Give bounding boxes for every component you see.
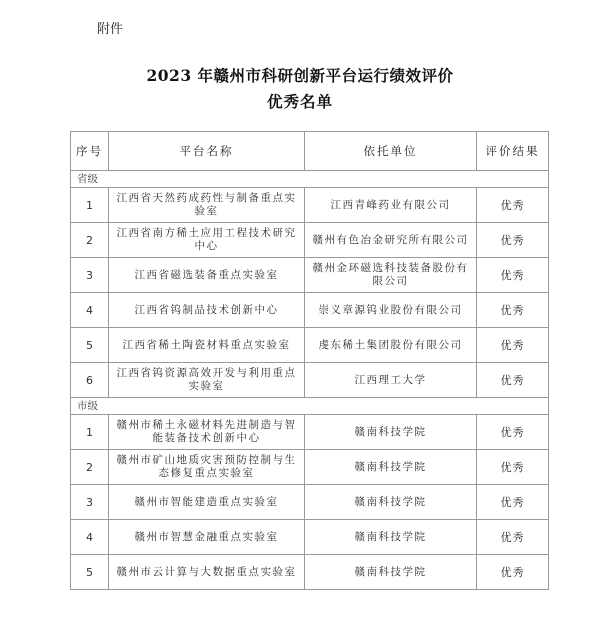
cell-unit: 赣州有色冶金研究所有限公司: [305, 223, 477, 258]
cell-unit: 赣南科技学院: [305, 450, 477, 485]
table-row: [71, 328, 549, 363]
table-row: [71, 223, 549, 258]
section-row: [71, 171, 549, 188]
cell-platform: 赣州市智慧金融重点实验室: [109, 520, 305, 555]
cell-platform: 江西省钨制品技术创新中心: [109, 293, 305, 328]
cell-platform: 江西省稀土陶瓷材料重点实验室: [109, 328, 305, 363]
section-row: [71, 398, 549, 415]
cell-no: 5: [71, 328, 109, 363]
cell-platform: 江西省天然药成药性与制备重点实验室: [109, 188, 305, 223]
table-header-row: [71, 132, 549, 171]
cell-no: 4: [71, 520, 109, 555]
cell-no: 2: [71, 223, 109, 258]
table-row: [71, 258, 549, 293]
table-row: [71, 415, 549, 450]
section-label: 省级: [71, 171, 549, 188]
cell-result: 优秀: [477, 363, 549, 398]
cell-no: 3: [71, 485, 109, 520]
table-row: [71, 363, 549, 398]
cell-no: 6: [71, 363, 109, 398]
cell-no: 3: [71, 258, 109, 293]
cell-result: 优秀: [477, 450, 549, 485]
cell-result: 优秀: [477, 223, 549, 258]
cell-result: 优秀: [477, 328, 549, 363]
table-row: [71, 555, 549, 590]
cell-unit: 虔东稀土集团股份有限公司: [305, 328, 477, 363]
cell-platform: 赣州市智能建造重点实验室: [109, 485, 305, 520]
header-unit: 依托单位: [305, 132, 477, 171]
table-row: [71, 485, 549, 520]
cell-platform: 赣州市矿山地质灾害预防控制与生态修复重点实验室: [109, 450, 305, 485]
section-label: 市级: [71, 398, 549, 415]
cell-result: 优秀: [477, 485, 549, 520]
cell-result: 优秀: [477, 520, 549, 555]
cell-result: 优秀: [477, 293, 549, 328]
table-row: [71, 293, 549, 328]
cell-no: 5: [71, 555, 109, 590]
document-subtitle: 优秀名单: [266, 92, 333, 111]
table-row: [71, 520, 549, 555]
cell-unit: 赣州金环磁选科技装备股份有限公司: [305, 258, 477, 293]
header-no: 序号: [71, 132, 109, 171]
cell-result: 优秀: [477, 415, 549, 450]
header-platform: 平台名称: [109, 132, 305, 171]
cell-platform: 江西省磁选装备重点实验室: [109, 258, 305, 293]
cell-platform: 江西省南方稀土应用工程技术研究中心: [109, 223, 305, 258]
document-title: 2023 年赣州市科研创新平台运行绩效评价: [146, 66, 454, 85]
cell-no: 1: [71, 188, 109, 223]
table-body: [71, 171, 549, 590]
cell-result: 优秀: [477, 258, 549, 293]
cell-unit: 江西理工大学: [305, 363, 477, 398]
cell-result: 优秀: [477, 188, 549, 223]
cell-unit: 赣南科技学院: [305, 415, 477, 450]
cell-unit: 赣南科技学院: [305, 555, 477, 590]
attachment-label: 附件: [97, 22, 124, 37]
cell-unit: 崇义章源钨业股份有限公司: [305, 293, 477, 328]
table-row: [71, 188, 549, 223]
cell-unit: 赣南科技学院: [305, 520, 477, 555]
cell-no: 4: [71, 293, 109, 328]
excellent-platforms-table: [70, 131, 549, 590]
cell-platform: 赣州市稀土永磁材料先进制造与智能装备技术创新中心: [109, 415, 305, 450]
cell-unit: 赣南科技学院: [305, 485, 477, 520]
header-result: 评价结果: [477, 132, 549, 171]
cell-no: 2: [71, 450, 109, 485]
cell-platform: 赣州市云计算与大数据重点实验室: [109, 555, 305, 590]
cell-unit: 江西青峰药业有限公司: [305, 188, 477, 223]
cell-platform: 江西省钨资源高效开发与利用重点实验室: [109, 363, 305, 398]
table-row: [71, 450, 549, 485]
cell-no: 1: [71, 415, 109, 450]
cell-result: 优秀: [477, 555, 549, 590]
